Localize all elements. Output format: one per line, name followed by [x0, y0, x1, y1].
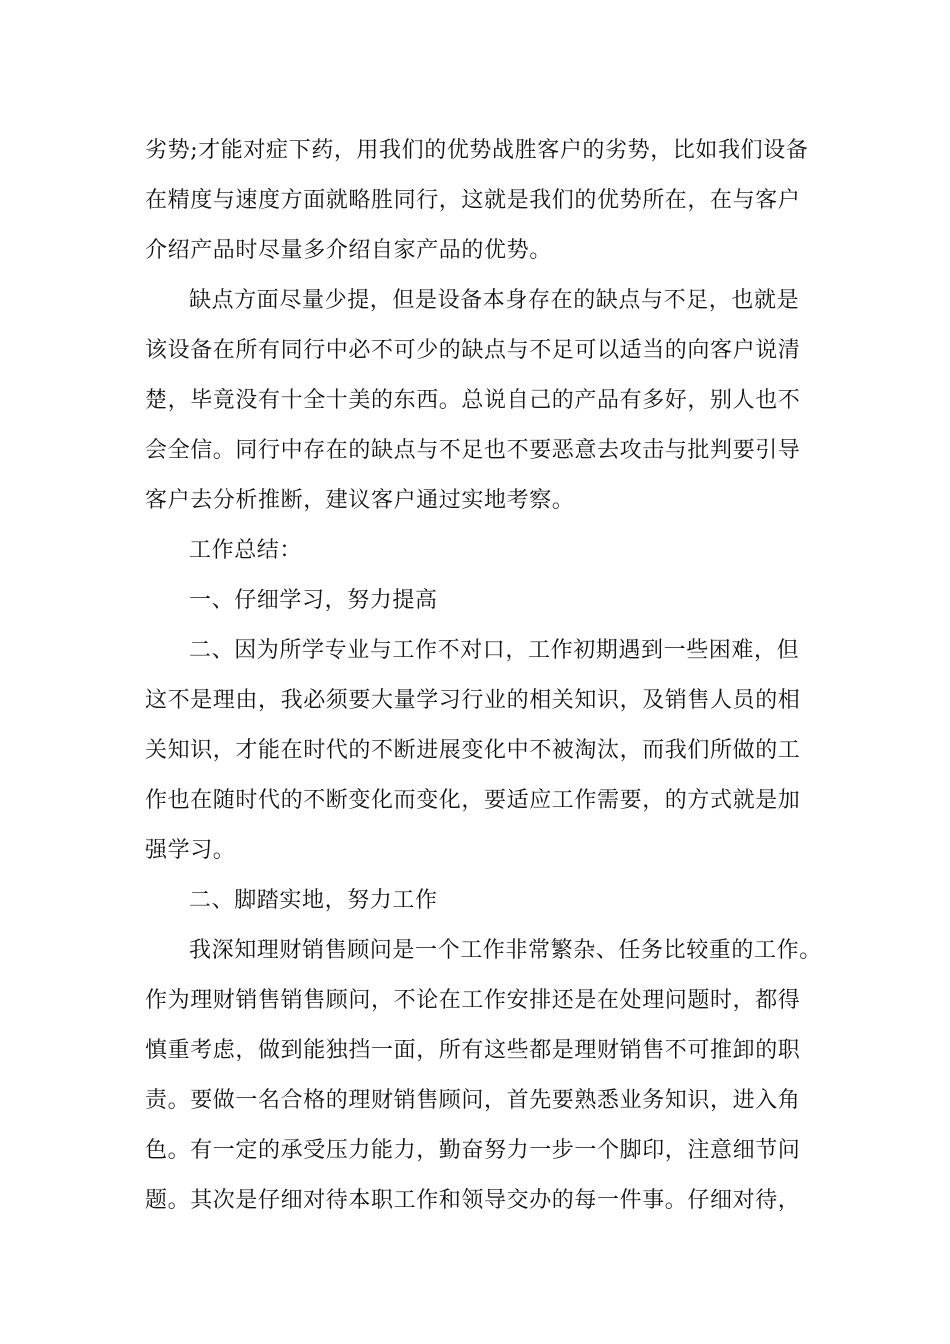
text-line: 责。要做一名合格的理财销售顾问，首先要熟悉业务知识，进入角 — [145, 1088, 801, 1113]
text-line: 在精度与速度方面就略胜同行，这就是我们的优势所在，在与客户 — [145, 188, 801, 213]
paragraph-start-line: 我深知理财销售顾问是一个工作非常繁杂、任务比较重的工作。 — [189, 938, 822, 963]
text-line: 慎重考虑，做到能独挡一面，所有这些都是理财销售不可推卸的职 — [145, 1038, 801, 1063]
text-line: 题。其次是仔细对待本职工作和领导交办的每一件事。仔细对待， — [145, 1188, 801, 1213]
text-line: 关知识，才能在时代的不断进展变化中不被淘汰，而我们所做的工 — [145, 738, 801, 763]
subsection-heading: 二、脚踏实地，努力工作 — [189, 888, 438, 913]
text-line: 这不是理由，我必须要大量学习行业的相关知识，及销售人员的相 — [145, 688, 801, 713]
text-line: 介绍产品时尽量多介绍自家产品的优势。 — [145, 238, 552, 263]
text-line: 该设备在所有同行中必不可少的缺点与不足可以适当的向客户说清 — [145, 338, 801, 363]
section-heading: 工作总结： — [189, 538, 303, 563]
text-line: 强学习。 — [145, 838, 236, 863]
paragraph-start-line: 缺点方面尽量少提，但是设备本身存在的缺点与不足，也就是 — [189, 288, 800, 313]
text-line: 劣势;才能对症下药，用我们的优势战胜客户的劣势，比如我们设备 — [145, 138, 809, 163]
text-line: 会全信。同行中存在的缺点与不足也不要恶意去攻击与批判要引导 — [145, 438, 801, 463]
text-line: 色。有一定的承受压力能力，勤奋努力一步一个脚印，注意细节问 — [145, 1138, 801, 1163]
subsection-heading: 一、仔细学习，努力提高 — [189, 588, 438, 613]
text-line: 楚，毕竟没有十全十美的东西。总说自己的产品有多好，别人也不 — [145, 388, 801, 413]
paragraph-start-line: 二、因为所学专业与工作不对口，工作初期遇到一些困难，但 — [189, 638, 800, 663]
text-line: 客户去分析推断，建议客户通过实地考察。 — [145, 488, 575, 513]
text-line: 作也在随时代的不断变化而变化，要适应工作需要，的方式就是加 — [145, 788, 801, 813]
text-line: 作为理财销售销售顾问，不论在工作安排还是在处理问题时，都得 — [145, 988, 801, 1013]
